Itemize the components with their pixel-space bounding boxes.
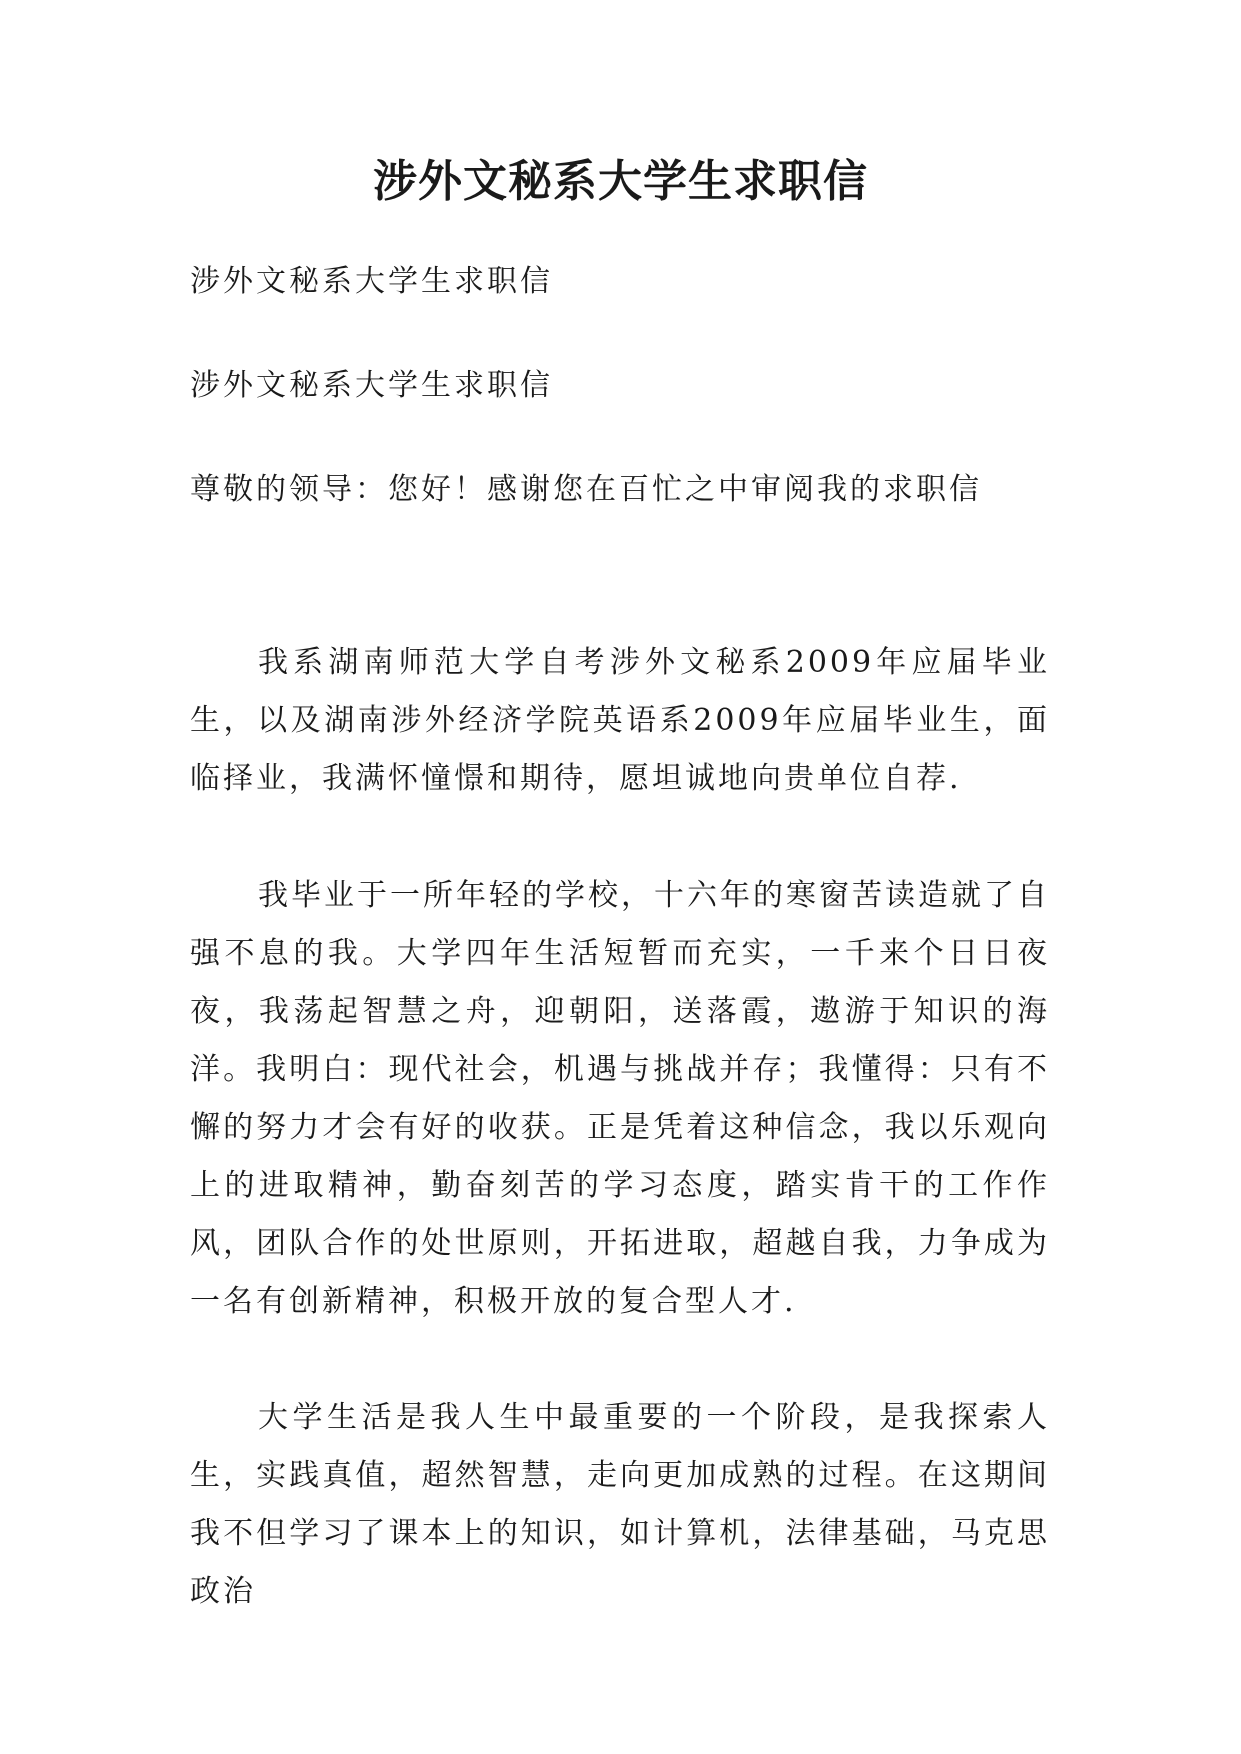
document-title: 涉外文秘系大学生求职信	[373, 156, 868, 207]
paragraph-university-life: 大学生活是我人生中最重要的一个阶段，是我探索人生，实践真值，超然智慧，走向更加成熟的过程。在这期间我不但学习了课本上的知识，如计算机，法律基础，马克思政治	[190, 1400, 1050, 1609]
subtitle-line-2: 涉外文秘系大学生求职信	[190, 368, 553, 403]
paragraph-intro: 我系湖南师范大学自考涉外文秘系2009年应届毕业生，以及湖南涉外经济学院英语系2009年应届毕业生，面临择业，我满怀憧憬和期待，愿坦诚地向贵单位自荐.	[190, 645, 1050, 796]
paragraph-education: 我毕业于一所年轻的学校，十六年的寒窗苦读造就了自强不息的我。大学四年生活短暂而充实，一千来个日日夜夜，我荡起智慧之舟，迎朝阳，送落霞，遨游于知识的海洋。我明白：现代社会，机遇与挑战并存；我懂得：只有不懈的努力才会有好的收获。正是凭着这种信念，我以乐观向上的进取精神，勤奋刻苦的学习态度，踏实肯干的工作作风，团队合作的处世原则，开拓进取，超越自我，力争成为一名有创新精神，积极开放的复合型人才.	[190, 878, 1050, 1319]
greeting-line: 尊敬的领导：您好！感谢您在百忙之中审阅我的求职信	[190, 472, 982, 507]
subtitle-line-1: 涉外文秘系大学生求职信	[190, 264, 553, 299]
